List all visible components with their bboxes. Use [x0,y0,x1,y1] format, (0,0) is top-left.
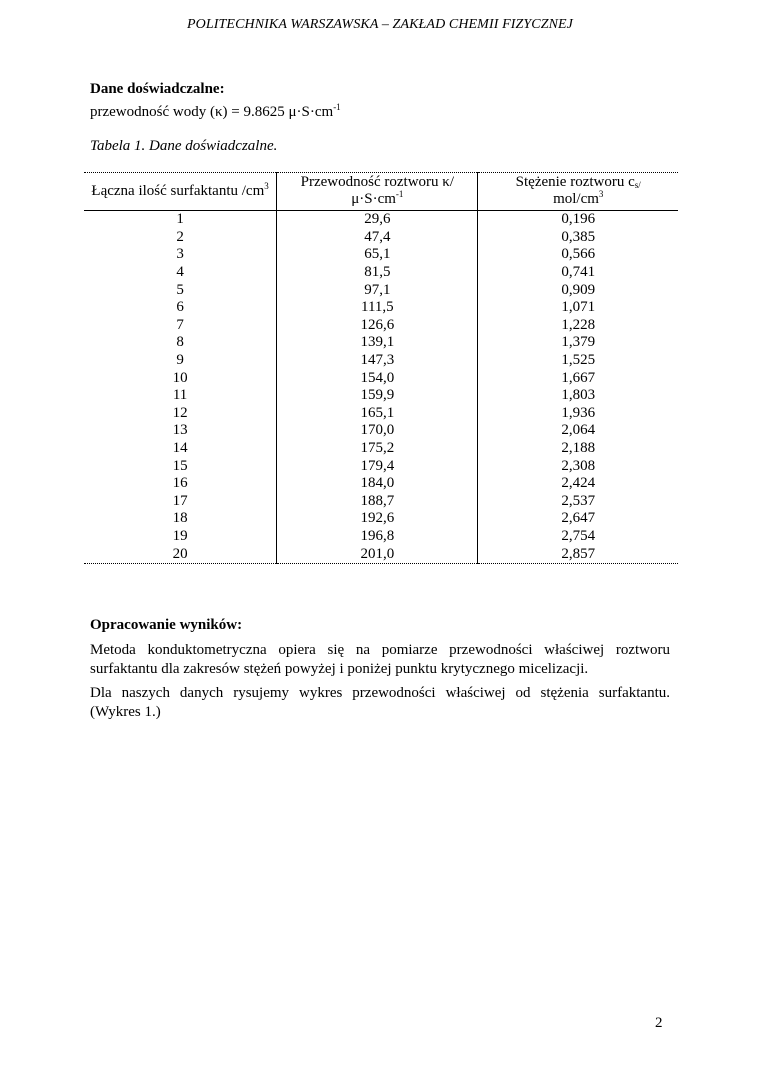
table-row [84,229,678,247]
cell-surfactant-volume: 9 [176,352,184,369]
cell-surfactant-volume: 18 [172,510,188,527]
header-concentration: Stężenie roztworu $c_{s/}$ mol/$cm^3$ [478,173,678,211]
table-row [84,545,678,563]
cell-concentration: 0,741 [478,264,678,282]
cell-surfactant-volume: 17 [172,492,188,509]
cell-surfactant-volume: 11 [172,387,188,404]
header-surfactant-volume: Łączna ilość surfaktantu $/cm^3$ [84,173,277,211]
cell-conductivity: 159,9 [277,387,478,405]
cell-surfactant-volume: 16 [172,475,188,492]
results-heading: Opracowanie wyników: [90,617,243,633]
cell-concentration: 1,379 [478,334,678,352]
cell-concentration: 2,064 [478,422,678,440]
table-row [84,317,678,335]
cell-surfactant-volume: 4 [176,264,184,281]
cell-conductivity: 196,8 [277,528,478,546]
cell-concentration: 2,647 [478,510,678,528]
table-row [84,457,678,475]
cell-surfactant-volume: 12 [172,404,188,421]
cell-concentration: 1,936 [478,405,678,423]
cell-surfactant-volume: 2 [176,228,184,245]
table-header-row [84,173,678,211]
cell-conductivity: 147,3 [277,352,478,370]
cell-surfactant-volume: 20 [84,545,277,563]
cell-concentration: 0,196 [478,211,678,229]
cell-conductivity: 111,5 [277,299,478,317]
cell-concentration: 1,071 [478,299,678,317]
table-row [84,440,678,458]
cell-concentration: 0,566 [478,246,678,264]
cell-concentration: 2,537 [478,493,678,511]
results-paragraph-2-line-2: (Wykres 1.) [90,704,161,720]
cell-conductivity: 126,6 [277,317,478,335]
cell-conductivity: 47,4 [277,229,478,247]
cell-conductivity: 154,0 [277,369,478,387]
cell-surfactant-volume: 8 [176,334,184,351]
water-conductivity-text: przewodność wody (κ) = 9.8625 μ·S·cm [90,104,334,120]
table-row [84,493,678,511]
table-row [84,405,678,423]
cell-concentration: 1,803 [478,387,678,405]
cell-conductivity: 192,6 [277,510,478,528]
table-caption: Tabela 1. Dane doświadczalne. [90,138,278,154]
cell-conductivity: 65,1 [277,246,478,264]
table-row [84,352,678,370]
header-conductivity: Przewodność roztworu κ/ $\mu\cdot S\cdot cm^{-1}$ [277,173,478,211]
cell-surfactant-volume: 19 [172,527,188,544]
water-conductivity-exponent: -1 [333,102,341,112]
cell-surfactant-volume: 7 [176,316,184,333]
results-paragraph-2-line-1: Dla naszych danych rysujemy wykres przewodności właściwej od stężenia surfaktantu. [90,685,670,701]
table-body [84,211,678,564]
results-paragraph-1-line-2: surfaktantu dla zakresów stężeń powyżej i poniżej punktu krytycznego micelizacji. [90,661,589,677]
table-row [84,387,678,405]
table-row [84,510,678,528]
table-row [84,299,678,317]
cell-surfactant-volume: 10 [172,369,188,386]
cell-conductivity: 188,7 [277,493,478,511]
table-row [84,264,678,282]
results-section [90,616,670,722]
table-row [84,211,678,229]
cell-surfactant-volume: 3 [176,246,184,263]
cell-conductivity: 139,1 [277,334,478,352]
page-header: POLITECHNIKA WARSZAWSKA – ZAKŁAD CHEMII FIZYCZNEJ [187,17,573,32]
cell-conductivity: 165,1 [277,405,478,423]
data-table [84,172,678,564]
table-row [84,281,678,299]
table-row [84,528,678,546]
cell-concentration: 2,754 [478,528,678,546]
cell-conductivity: 201,0 [277,545,478,563]
cell-surfactant-volume: 15 [172,457,188,474]
cell-conductivity: 184,0 [277,475,478,493]
cell-concentration: 1,667 [478,369,678,387]
table-row [84,475,678,493]
cell-concentration: 0,909 [478,281,678,299]
cell-conductivity: 170,0 [277,422,478,440]
cell-concentration: 1,525 [478,352,678,370]
table-row [84,369,678,387]
experimental-heading: Dane doświadczalne: [90,81,225,97]
cell-surfactant-volume: 6 [176,299,184,316]
cell-concentration: 1,228 [478,317,678,335]
cell-concentration: 0,385 [478,229,678,247]
cell-surfactant-volume: 5 [176,281,184,298]
cell-concentration: 2,424 [478,475,678,493]
table-row [84,246,678,264]
cell-conductivity: 175,2 [277,440,478,458]
experimental-section [90,80,670,122]
cell-concentration: 2,857 [478,545,678,563]
water-conductivity [90,103,670,122]
page-number: 2 [655,1015,663,1031]
cell-conductivity: 97,1 [277,281,478,299]
results-paragraph-1-line-1: Metoda konduktometryczna opiera się na pomiarze przewodności właściwej roztworu [90,642,670,658]
cell-concentration: 2,188 [478,440,678,458]
cell-conductivity: 29,6 [277,211,478,229]
cell-surfactant-volume: 1 [176,211,184,228]
cell-concentration: 2,308 [478,457,678,475]
table-row [84,422,678,440]
cell-conductivity: 179,4 [277,457,478,475]
cell-surfactant-volume: 14 [172,440,188,457]
cell-conductivity: 81,5 [277,264,478,282]
table-row [84,334,678,352]
cell-surfactant-volume: 13 [172,422,188,439]
